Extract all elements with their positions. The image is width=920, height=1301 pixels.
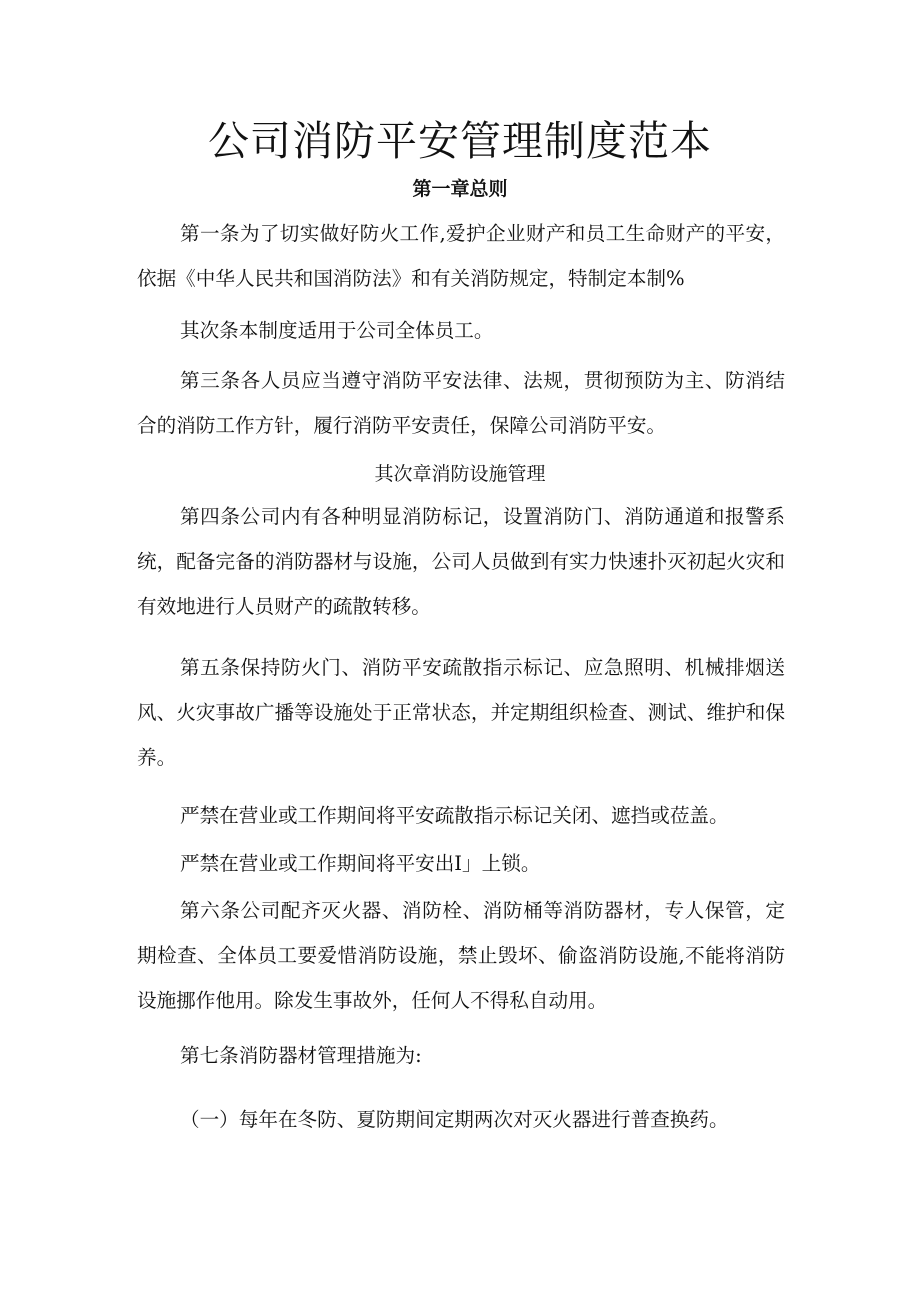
article-2-paragraph: 其次条本制度适用于公司全体员工。	[180, 319, 494, 342]
article-6-paragraph: 第六条公司配齐灭火器、消防栓、消防桶等消防器材，专人保管，定期检查、全体员工要爱惜消防设施，禁止毁坏、偷盗消防设施,不能将消防设施挪作他用。除发生事故外，任何人不得私自动用。	[137, 899, 785, 1012]
article-7-item-1: （一）每年在冬防、夏防期间定期两次对灭火器进行普查换药。	[180, 1108, 729, 1131]
article-7-paragraph: 第七条消防器材管理措施为:	[180, 1044, 422, 1067]
prohibition-signs-paragraph: 严禁在营业或工作期间将平安疏散指示标记关闭、遮挡或莅盖。	[180, 804, 729, 827]
article-5-paragraph: 第五条保持防火门、消防平安疏散指示标记、应急照明、机械排烟送风、火灾事故广播等设施处于正常状态，并定期组织检查、测试、维护和保养。	[137, 656, 785, 769]
chapter-heading-2: 其次章消防设施管理	[374, 463, 546, 485]
article-3-paragraph: 第三条各人员应当遵守消防平安法律、法规，贯彻预防为主、防消结合的消防工作方针，履行消防平安责任，保障公司消防平安。	[137, 369, 785, 437]
chapter-heading-1: 第一章总则	[412, 178, 508, 200]
article-4-paragraph: 第四条公司内有各种明显消防标记，设置消防门、消防通道和报警系统，配备完备的消防器材与设施，公司人员做到有实力快速扑灭初起火灾和有效地进行人员财产的疏散转移。	[137, 505, 785, 618]
article-1-paragraph: 第一条为了切实做好防火工作,爱护企业财产和员工生命财产的平安，依据《中华人民共和国消防法》和有关消防规定，特制定本制%	[137, 222, 785, 290]
prohibition-exits-paragraph: 严禁在营业或工作期间将平安出I」上锁。	[180, 852, 541, 875]
document-title: 公司消防平安管理制度范本	[208, 117, 712, 165]
